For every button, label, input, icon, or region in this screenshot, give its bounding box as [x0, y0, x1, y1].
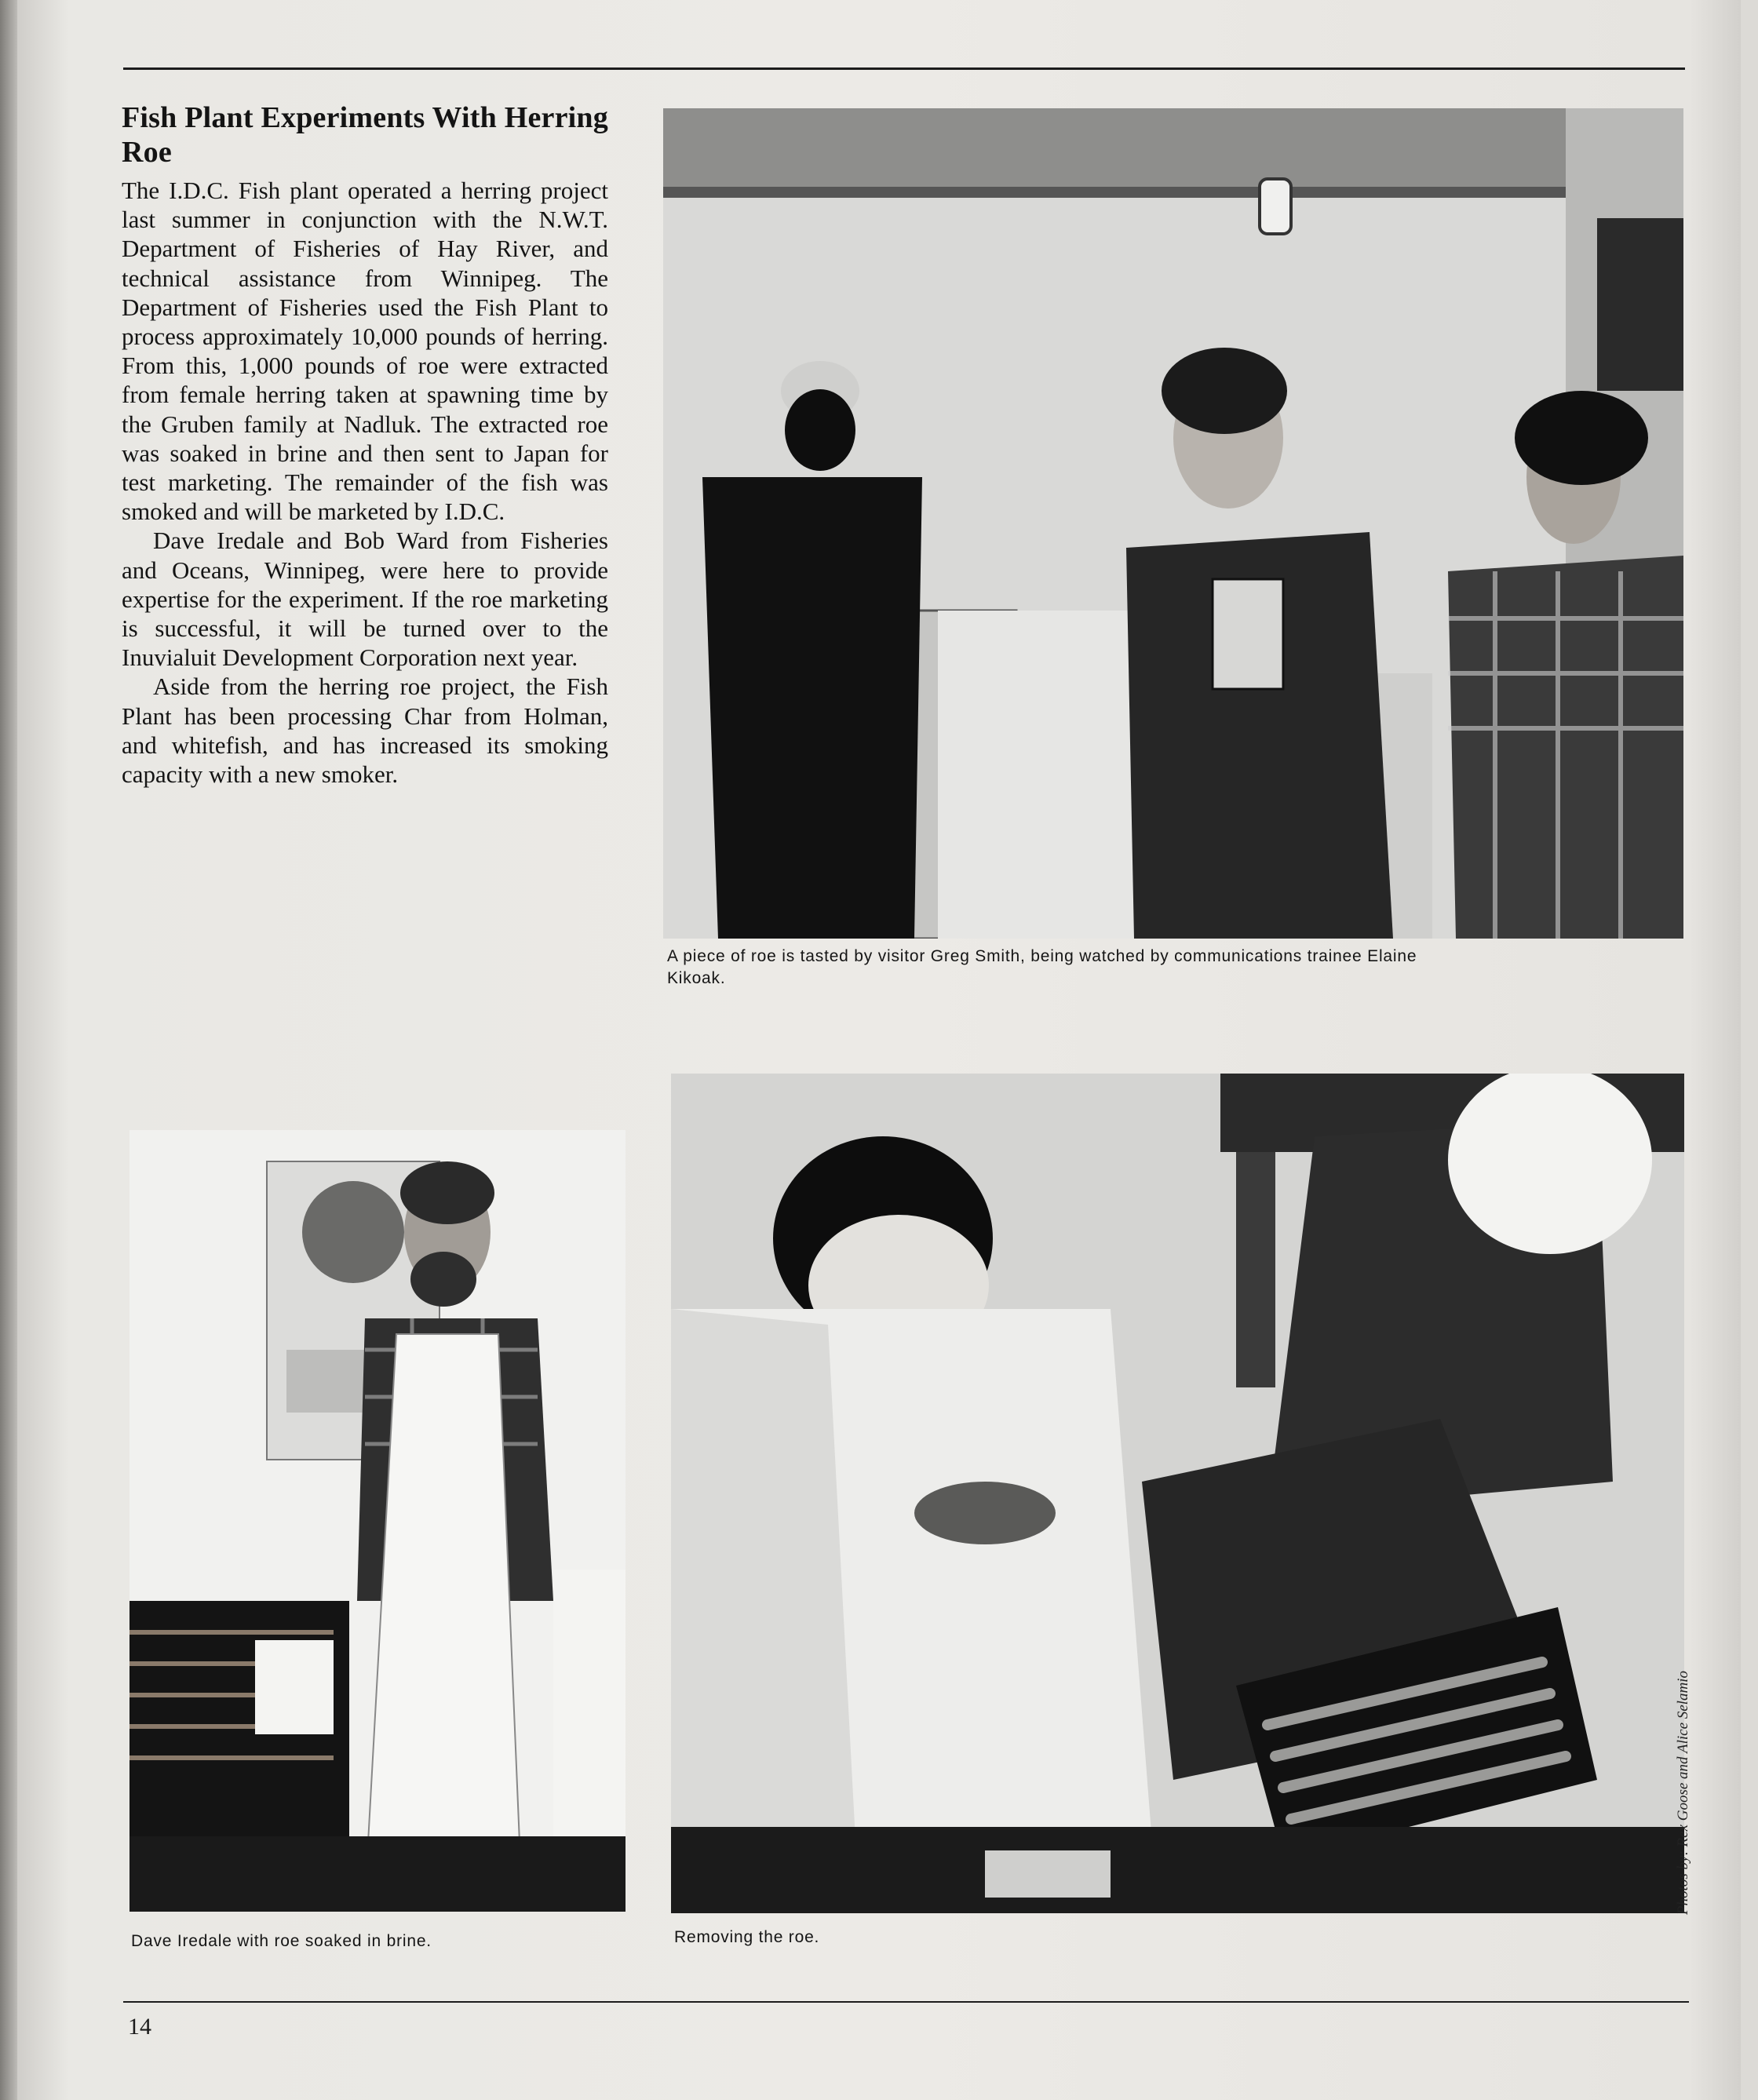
page-number: 14	[128, 2014, 151, 2040]
photo-removing-roe	[671, 1074, 1684, 1913]
article-body	[122, 176, 608, 789]
magazine-page	[17, 0, 1741, 2100]
binding-gutter	[0, 0, 17, 2100]
caption-dave-iredale: Dave Iredale with roe soaked in brine.	[131, 1932, 432, 1950]
article-headline: Fish Plant Experiments With Herring Roe	[122, 101, 608, 169]
caption-removing-roe: Removing the roe.	[674, 1928, 820, 1946]
photo-dave-iredale	[129, 1130, 626, 1912]
caption-roe-tasting: A piece of roe is tasted by visitor Greg Smith, being watched by communications trainee Elaine Kikoak.	[667, 947, 1417, 987]
photo-credit: Photos by: Rex Goose and Alice Selamio	[1675, 1671, 1691, 1915]
photo-roe-tasting	[663, 108, 1683, 939]
article-paragraph: The I.D.C. Fish plant operated a herring project last summer in conjunction with the N.W.T. Department of Fisheries of Hay River, and technical assistance from Winnipeg. The Department of Fisheries used the Fish Plant to process approximately 10,000 pounds of herring. From this, 1,000 pounds of roe were extracted from female herring taken at spawning time by the Gruben family at Nadluk. The extracted roe was soaked in brine and then sent to Japan for test marketing. The remainder of the fish was smoked and will be marketed by I.D.C.	[122, 177, 608, 526]
article-paragraph: Dave Iredale and Bob Ward from Fisheries and Oceans, Winnipeg, were here to provide expertise for the experiment. If the roe marketing is successful, it will be turned over to the Inuvialuit Development Corporation next year.	[122, 527, 608, 672]
article-paragraph: Aside from the herring roe project, the Fish Plant has been processing Char from Holman, and whitefish, and has increased its smoking capacity with a new smoker.	[122, 673, 608, 789]
bottom-rule	[123, 2001, 1689, 2003]
top-rule	[123, 67, 1685, 70]
